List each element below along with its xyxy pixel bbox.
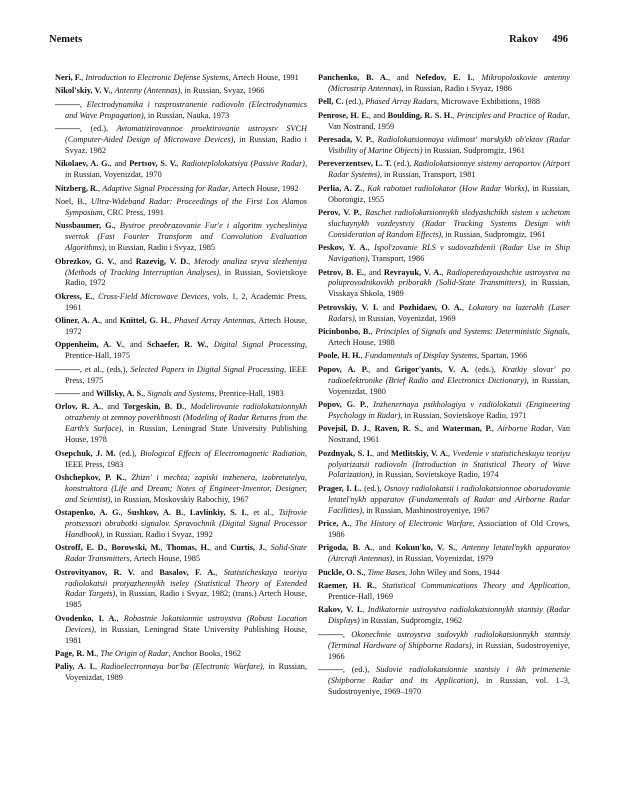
reference-title: Statisticheskaya teoriya radiolokatsii protyazhennykh tseley (Statistical Theory of Extended Radar Targets)	[65, 567, 307, 599]
reference-author: Raven, R. S.	[374, 424, 422, 434]
reference-title: Ultra-Wideband Radar: Proceedings of the First Los Alamos Symposium	[65, 197, 307, 217]
reference-publication: , in Russian, Sovietskoye Radio, 1971	[400, 410, 527, 420]
reference-separator: ,	[96, 649, 101, 658]
reference-separator: , (ed.),	[342, 664, 377, 674]
reference-entry	[55, 473, 307, 506]
reference-publication: , Microwave Exhibitions, 1988	[437, 97, 541, 107]
reference-author: Penrose, H. E.	[318, 110, 369, 120]
reference-separator: ,	[447, 448, 453, 458]
reference-title: Radioperedayoushchie ustroystva na poluprovodnikovikh priborakh (Solid-State Transmitters)	[328, 267, 570, 288]
reference-title: Radioelectronnaya bor'ba (Electronic Warfare)	[100, 662, 263, 672]
reference-separator: , and	[109, 159, 130, 169]
reference-author: Popov, G. P.	[318, 399, 367, 409]
reference-author: Raemer, H. R.	[318, 581, 375, 591]
reference-title: Radiolokatsionnye sistemy aeroportov (Airport Radar Systems)	[328, 159, 571, 180]
reference-separator: ,	[360, 351, 365, 361]
reference-author: Prigoda, B. A.	[318, 543, 373, 553]
reference-entry	[55, 221, 307, 254]
reference-title: Lokatory na lazerakh (Laser Radars)	[328, 302, 570, 323]
reference-author: Pozhidaev, O. A.	[398, 302, 462, 312]
reference-entry	[55, 184, 307, 195]
reference-publication: , in Russian, Voyenizdat, 1970	[65, 159, 308, 180]
reference-publication: , Spartan, 1966	[477, 351, 528, 361]
reference-separator: ,	[363, 567, 368, 577]
reference-publication: , Prentice-Hall, 1969	[328, 581, 571, 601]
reference-author: Borowski, M.	[111, 543, 161, 553]
reference-title: Radiolokatsionnaya vidimost' morskykh ob'ektov (Radar Visibility of Marine Objects)	[328, 135, 570, 155]
reference-author: Ostroff, E. D.	[55, 543, 106, 553]
reference-publication: , in Russian, Sudostroyeniye, 1966	[328, 640, 571, 661]
reference-title: Phased Array Radars	[365, 97, 437, 107]
reference-publication: , in Russian, Radio i Svyaz, 1982	[65, 135, 307, 155]
reference-publication: , in Russian, Sudpromgiz, 1961	[441, 229, 546, 239]
reference-entry	[318, 543, 570, 565]
reference-title: Digital Signal Processing	[213, 340, 305, 350]
reference-separator: ,	[94, 662, 101, 672]
reference-entry	[55, 662, 307, 684]
reference-author: Puckle, O. S.	[318, 567, 364, 577]
reference-separator: ,	[176, 159, 182, 169]
reference-separator: ,	[215, 567, 224, 577]
reference-title: Cross-Field Microwave Devices	[98, 291, 208, 301]
reference-entry	[55, 316, 307, 338]
reference-publication: , in Russian, Radio i Svyaz, 1986	[401, 83, 512, 93]
reference-author: Nussbaumer, G.	[55, 221, 114, 231]
reference-separator: (ed.),	[343, 97, 366, 107]
reference-publication: , IEEE Press, 1983	[65, 448, 307, 469]
reference-publication: , in Russian, Radio i Svyaz, 1992	[102, 529, 213, 539]
reference-title: Tsifrovie protsessori obrabotki signalov. Spravochnik (Digital Signal Processor Handbook)	[65, 508, 307, 539]
reference-separator: (ed.),	[115, 448, 141, 458]
reference-separator: , and	[364, 267, 384, 277]
reference-publication: , Prentice-Hall, 1983	[214, 389, 284, 399]
reference-title: Okonechnie ustroystva sudovykh radiolokatsionnykh stantsiy (Terminal Hardware of Shipborne Radars)	[328, 629, 570, 650]
reference-entry	[55, 614, 307, 647]
reference-publication: , in Russian, Visskaya Shkola, 1989	[328, 278, 570, 299]
header-right	[495, 34, 568, 45]
reference-separator: ,	[367, 243, 374, 253]
reference-author: Poole, H. H.	[318, 351, 361, 361]
reference-separator: ,	[491, 424, 498, 434]
reference-author: Willsky, A. S.	[96, 389, 144, 399]
reference-publication: , in Russian, Leningrad State University Publishing House, 1981	[65, 624, 307, 645]
reference-publication: , in Russian, Svyaz, 1966	[180, 86, 265, 96]
reference-title: Kratkiy slovar' po radioelektronike (Brief Radio and Electronics Dictionary)	[328, 364, 571, 385]
reference-publication: in Russian, Sudpromgiz, 1962	[359, 616, 463, 626]
reference-author: Thomas, H.	[166, 543, 210, 553]
reference-separator: , et al.,	[246, 508, 279, 518]
reference-separator: ,	[370, 327, 376, 337]
reference-publication: , Artech House, 1992	[228, 183, 299, 193]
reference-entry	[55, 649, 307, 660]
reference-entry	[55, 508, 307, 541]
reference-entry	[318, 184, 570, 206]
reference-publication: , Artech House, 1985	[129, 554, 201, 564]
reference-title: Bystroe preobrazovanie Fur'e i algoritm vychesliniya svertok (Fast Fourier Transform and Convolution Evaluation Algorithms)	[65, 221, 307, 253]
reference-title: The History of Electronic Warfare	[354, 519, 473, 529]
page-number: 496	[552, 34, 568, 45]
reference-title: Electrodynamika i rasprostranenie radiovoln (Electrodynamics and Wave Propagation)	[65, 99, 307, 120]
reference-publication: , in Russian, Voyenizdat, 1980	[328, 375, 570, 396]
reference-separator: ,	[184, 402, 191, 412]
reference-title: Airborne Radar	[497, 424, 552, 434]
reference-separator: ,	[116, 613, 124, 623]
reference-entry	[318, 243, 570, 265]
reference-separator: , and	[114, 256, 136, 266]
reference-publication: , Prentice-Hall, 1975	[65, 340, 308, 361]
reference-author: Oppenheim, A. V.	[55, 340, 123, 350]
reference-entry	[55, 197, 307, 219]
reference-entry	[55, 73, 307, 84]
reference-entry	[55, 292, 307, 314]
reference-title: Modelirovanie radiolokatsionnykh otrazheniy ot zemnoy poverkhnosti (Modeling of Radar Returns from the Earth's Surface)	[65, 402, 307, 434]
reference-separator: and	[378, 302, 399, 312]
reference-entry	[55, 543, 307, 565]
reference-author: Nikol'skiy, V. V.	[55, 86, 111, 96]
reference-author: Boulding, R. S. H.	[387, 110, 453, 120]
reference-entry	[318, 568, 570, 579]
reference-author: Knittel, G. H.	[119, 316, 170, 326]
reference-author: Oliner, A. A.	[55, 316, 101, 326]
reference-author: Popov, A. P.	[318, 364, 369, 374]
reference-separator: , and	[368, 364, 395, 374]
header-author: Rakov	[509, 34, 539, 45]
reference-publication: , in Russian, vol. 1–3, Sudostroyeniye, 1969–1970	[328, 675, 570, 696]
reference-separator: ,	[113, 221, 120, 231]
reference-entry	[318, 665, 570, 698]
reference-author: Kokun'ko, V. S.	[395, 543, 456, 553]
reference-author: Sushkov, A. B.	[127, 508, 184, 518]
reference-separator: ,	[110, 86, 115, 96]
reference-separator: ,	[362, 605, 368, 615]
reference-entry	[318, 208, 570, 241]
reference-author: Perlia, A. Z.	[318, 183, 363, 193]
reference-author: Revrayuk, V. A.	[383, 267, 442, 277]
reference-separator: ,	[92, 291, 99, 301]
reference-title: Raschet radiolokatsionnykh sledyashchikh sistem s uchetom sluchaynykh vozdeystviy (Radar Tracking Systems Design with Consideration of Random Effects)	[328, 207, 570, 239]
reference-title: Fundamentals of Display Systems	[364, 351, 478, 361]
reference-author: Okress, E.	[55, 291, 93, 301]
reference-entry	[318, 449, 570, 482]
reference-separator: ,	[374, 581, 383, 591]
reference-separator: , and	[100, 316, 120, 326]
reference-publication: , Artech House, 1991	[228, 73, 299, 82]
reference-separator: , and	[421, 424, 443, 434]
reference-entry	[55, 402, 307, 446]
reference-separator: ,	[342, 629, 352, 639]
reference-title: Time Bases	[367, 567, 406, 577]
reference-title: Phased Array Antennas	[174, 316, 254, 326]
reference-author: ———	[55, 364, 80, 374]
reference-author: Torgeskin, B. D.	[123, 402, 185, 412]
reference-publication: , Van Nostrand, 1961	[328, 424, 570, 445]
reference-author: Nikolaev, A. G.	[55, 159, 110, 169]
reference-author: Obrezkov, G. V.	[55, 256, 115, 266]
reference-author: ———	[318, 664, 343, 674]
reference-author: Ostrovityanov, R. V.	[55, 567, 135, 577]
reference-author: Prager, I. L.	[318, 483, 362, 493]
reference-entry	[55, 340, 307, 362]
reference-entry	[318, 73, 570, 95]
reference-author: Petrovskiy, V. I.	[318, 302, 379, 312]
reference-separator: and	[79, 389, 97, 399]
reference-publication: , Transport, 1986	[367, 254, 425, 264]
reference-publication: , Van Nostrand, 1959	[328, 110, 570, 131]
reference-title: Radioteplolokatsiya (Passive Radar)	[181, 159, 305, 169]
reference-publication: , in Russian, Voyenizdat, 1989	[65, 662, 307, 683]
reference-separator: ,	[98, 183, 103, 193]
reference-author: Pell, C.	[318, 97, 344, 107]
reference-title: Zhizn' i mechta; zapiski inzhenera, izobretatelya, konstruktora (Life and Dream; Notes of Engineer-Inventor, Designer, and Scientist)	[65, 472, 307, 504]
reference-title: Principles of Signals and Systems: Deterministic Signals	[375, 327, 568, 337]
reference-publication: , Association of Old Crows, 1986	[328, 519, 571, 539]
reference-entry	[55, 389, 307, 400]
reference-separator: ,	[362, 183, 368, 193]
reference-separator: (eds.),	[468, 364, 502, 374]
reference-separator: ,	[359, 207, 366, 217]
reference-publication: , in Russian, Sovietskoye Radio, 1972	[65, 267, 307, 288]
reference-title: Signals and Systems	[147, 389, 215, 399]
reference-separator: ,	[461, 302, 469, 312]
reference-separator: ,	[455, 543, 462, 553]
left-column	[55, 73, 307, 687]
reference-author: Rakov, V. I.	[318, 605, 363, 615]
reference-author: Basalov, F. A.	[159, 567, 216, 577]
reference-title: Statistical Communications Theory and Application	[382, 581, 568, 591]
reference-author: Schaefer, R. W.	[146, 340, 207, 350]
reference-publication: , in Russian, Voyenizdat, 1969	[354, 313, 456, 323]
reference-title: Kak rabotaet radiolokator (How Radar Works)	[367, 183, 528, 193]
reference-entry	[318, 351, 570, 362]
reference-entry	[55, 568, 307, 612]
reference-publication: , John Wiley and Sons, 1944	[405, 567, 500, 577]
reference-separator: ,	[206, 340, 214, 350]
reference-author: Peresada, V. P.	[318, 135, 373, 145]
reference-author: Nitzberg, R.	[55, 183, 99, 193]
reference-author: Ostapenko, A. G.	[55, 508, 121, 518]
reference-title: Vvedenie v statisticheskuyu teoriyu polyarizatsii radiovoln (Introduction in Statistical Theory of Wave Polarization)	[328, 448, 571, 480]
reference-publication: , vols. 1, 2, Academic Press, 1961	[65, 291, 307, 312]
reference-author: Panchenko, B. A.	[318, 73, 388, 82]
reference-publication: , in Russian, Moskovskiy Rabochiy, 1967	[110, 494, 249, 504]
reference-author: Pozdnyak, S. I.	[318, 448, 373, 458]
reference-author: ———	[55, 124, 80, 134]
reference-entry	[318, 268, 570, 301]
reference-author: Lavlinkiy, S. I.	[189, 508, 247, 518]
reference-entry	[318, 159, 570, 181]
reference-publication: , in Russian, Leningrad State University Publishing House, 1978	[65, 424, 307, 445]
reference-author: ———	[55, 389, 80, 399]
reference-entry	[318, 97, 570, 108]
reference-entry	[318, 135, 570, 157]
reference-separator: , and	[209, 543, 231, 553]
reference-author: Price, A.	[318, 519, 350, 529]
reference-entry	[318, 630, 570, 663]
reference-entry	[318, 365, 570, 398]
reference-author: Nefedov, E. I.	[415, 73, 473, 82]
reference-separator: , and	[372, 448, 392, 458]
reference-separator: (ed.),	[391, 159, 414, 169]
reference-entry	[55, 124, 307, 157]
reference-title: Osnovy radiolokatsii i radiolokatsionnoe oborudovanie letatel'nykh apparatov (Fundamentals of Radar and Airborne Radar Facilities)	[328, 483, 570, 515]
reference-author: Pertsov, S. V.	[129, 159, 177, 169]
reference-author: Razevig, V. D.	[135, 256, 189, 266]
reference-title: Antenny (Antennas)	[114, 86, 181, 96]
reference-separator: ,	[441, 267, 447, 277]
reference-title: Robastnie lokatsionnie ustroystva (Robust Location Devices)	[65, 613, 308, 634]
reference-title: Solid-State Radar Transmitters	[65, 543, 307, 564]
reference-entry	[318, 424, 570, 446]
reference-title: The Origin of Radar	[100, 649, 169, 658]
reference-author: Neri, F.	[55, 73, 82, 82]
reference-publication: in Russian, Sudpromgiz, 1961	[422, 145, 525, 155]
reference-publication: , IEEE Press, 1975	[65, 364, 307, 385]
reference-separator: ,	[124, 472, 132, 482]
reference-title: Antenny letatel'nykh apparatov (Aircraft Antennas)	[328, 543, 571, 564]
reference-entry	[55, 449, 307, 471]
reference-entry	[318, 111, 570, 133]
reference-entry	[55, 159, 307, 181]
reference-author: Perov, V. P.	[318, 207, 360, 217]
reference-author: ———	[318, 629, 343, 639]
reference-entry	[55, 86, 307, 97]
reference-author: Orlov, R. A.	[55, 402, 102, 412]
reference-separator: ,	[183, 508, 190, 518]
reference-title: Metody analiza sryva slezheniya (Methods of Tracking Interruption Analyses)	[65, 256, 308, 277]
reference-title: Mikropoloskovie antenny (Microstrip Antennas)	[328, 73, 570, 93]
reference-separator: , and	[372, 543, 396, 553]
reference-separator: ,	[79, 99, 87, 109]
reference-title: Biological Effects of Electromagnetic Radiation	[140, 448, 305, 458]
reference-publication: , in Russian, Mashinostroyeniye, 1967	[362, 505, 490, 515]
reference-author: Ovodenko, I. A.	[55, 613, 117, 623]
reference-entry	[318, 605, 570, 627]
reference-title: Inzhenernaya psikhologiya v radiolokatsii (Engineering Psychology in Radar)	[328, 399, 570, 420]
reference-author: Picinbonbo, B.	[318, 327, 371, 337]
reference-title: Ispol'zovanie RLS v sudovozhdenii (Radar Use in Ship Navigation)	[328, 243, 570, 264]
right-column	[318, 73, 570, 700]
reference-author: Grigor'yants, V. A.	[394, 364, 469, 374]
reference-author: Oshchepkov, P. K.	[55, 472, 125, 482]
reference-publication: , CRC Press, 1991	[102, 207, 164, 217]
reference-title: Selected Papers in Digital Signal Processing	[130, 364, 285, 374]
reference-author: Osepchuk, J. M.	[55, 448, 116, 458]
reference-separator: ,	[169, 316, 175, 326]
reference-title: Introduction to Electronic Defense Systems	[85, 73, 229, 82]
reference-author: Peskov, Y. A.	[318, 243, 368, 253]
reference-author: Povejsil, D. J.	[318, 424, 370, 434]
reference-separator: ,	[349, 519, 355, 529]
reference-author: Metlitskiy, V. A.	[391, 448, 448, 458]
reference-author: Petrov, B. E.	[318, 267, 365, 277]
reference-entry	[318, 519, 570, 541]
reference-separator: ,	[120, 508, 128, 518]
reference-separator: , et al., (eds.),	[79, 364, 131, 374]
reference-separator: , and	[388, 73, 416, 82]
reference-publication: , in Russian, Voyenizdat, 1979	[392, 554, 494, 564]
reference-separator: ,	[143, 389, 148, 399]
reference-author: ———	[55, 99, 80, 109]
reference-separator: (ed.),	[361, 483, 385, 493]
reference-publication: , in Russian, Transport, 1981	[379, 170, 476, 180]
reference-separator: ,	[105, 543, 112, 553]
reference-entry	[55, 257, 307, 290]
reference-title: Adaptive Signal Processing for Radar	[102, 183, 229, 193]
reference-publication: , in Russian, Radio i Svyaz, 1985	[104, 243, 216, 253]
reference-publication: , Anchor Books, 1962	[168, 649, 242, 658]
reference-separator: ,	[160, 543, 167, 553]
reference-author: Page, R. M.	[55, 649, 97, 658]
reference-entry	[318, 327, 570, 349]
reference-separator: ,	[372, 135, 378, 145]
reference-publication: , Artech House, 1972	[65, 316, 307, 337]
reference-separator: ,	[366, 399, 374, 409]
reference-separator: Noel, B.,	[55, 197, 91, 207]
reference-separator: ,	[452, 110, 457, 120]
reference-entry	[55, 365, 307, 387]
reference-publication: , in Russian, Oborongiz, 1955	[328, 183, 570, 204]
reference-separator: and	[134, 567, 160, 577]
header-left: Nemets	[49, 34, 83, 45]
reference-separator: , and	[368, 110, 388, 120]
reference-author: Pereverzentsev, L. T.	[318, 159, 392, 169]
reference-separator: ,	[81, 73, 86, 82]
reference-publication: , in Russian, Sovietskoye Radio, 1974	[372, 470, 499, 480]
reference-publication: , in Russian, Radio i Svyaz, 1982; (trans.) Artech House, 1985	[65, 589, 307, 610]
reference-entry	[318, 303, 570, 325]
reference-separator: , and	[122, 340, 147, 350]
reference-separator: , (ed.),	[79, 124, 117, 134]
reference-title: Principles and Practice of Radar	[456, 110, 568, 120]
reference-author: Curtis, J.	[230, 543, 265, 553]
reference-separator: ,	[472, 73, 482, 82]
reference-author: Waterman, P.	[442, 424, 492, 434]
reference-separator: ,	[188, 256, 195, 266]
reference-separator: , and	[101, 402, 124, 412]
reference-author: Paliy, A. I.	[55, 662, 95, 672]
reference-title: Indikatornie ustroystva radiolokatsionnykh stantsiy (Radar Displays)	[328, 605, 571, 626]
reference-separator: ,	[264, 543, 271, 553]
reference-publication: , in Russian, Nauka, 1973	[143, 110, 230, 120]
reference-separator: ,	[369, 424, 375, 434]
reference-title: Avtomatizirovannoe proektirovanie ustroystv SVCH (Computer-Aided Design of Microwave Devices)	[65, 124, 307, 145]
reference-entry	[318, 484, 570, 517]
reference-entry	[318, 581, 570, 603]
reference-publication: , Artech House, 1988	[328, 327, 570, 347]
reference-title: Sudovie radiolokatsionnie stantsiy i ikh primenenie (Shipborne Radar and its Application)	[328, 664, 570, 685]
reference-entry	[318, 400, 570, 422]
running-header	[49, 34, 568, 48]
reference-entry	[55, 100, 307, 122]
